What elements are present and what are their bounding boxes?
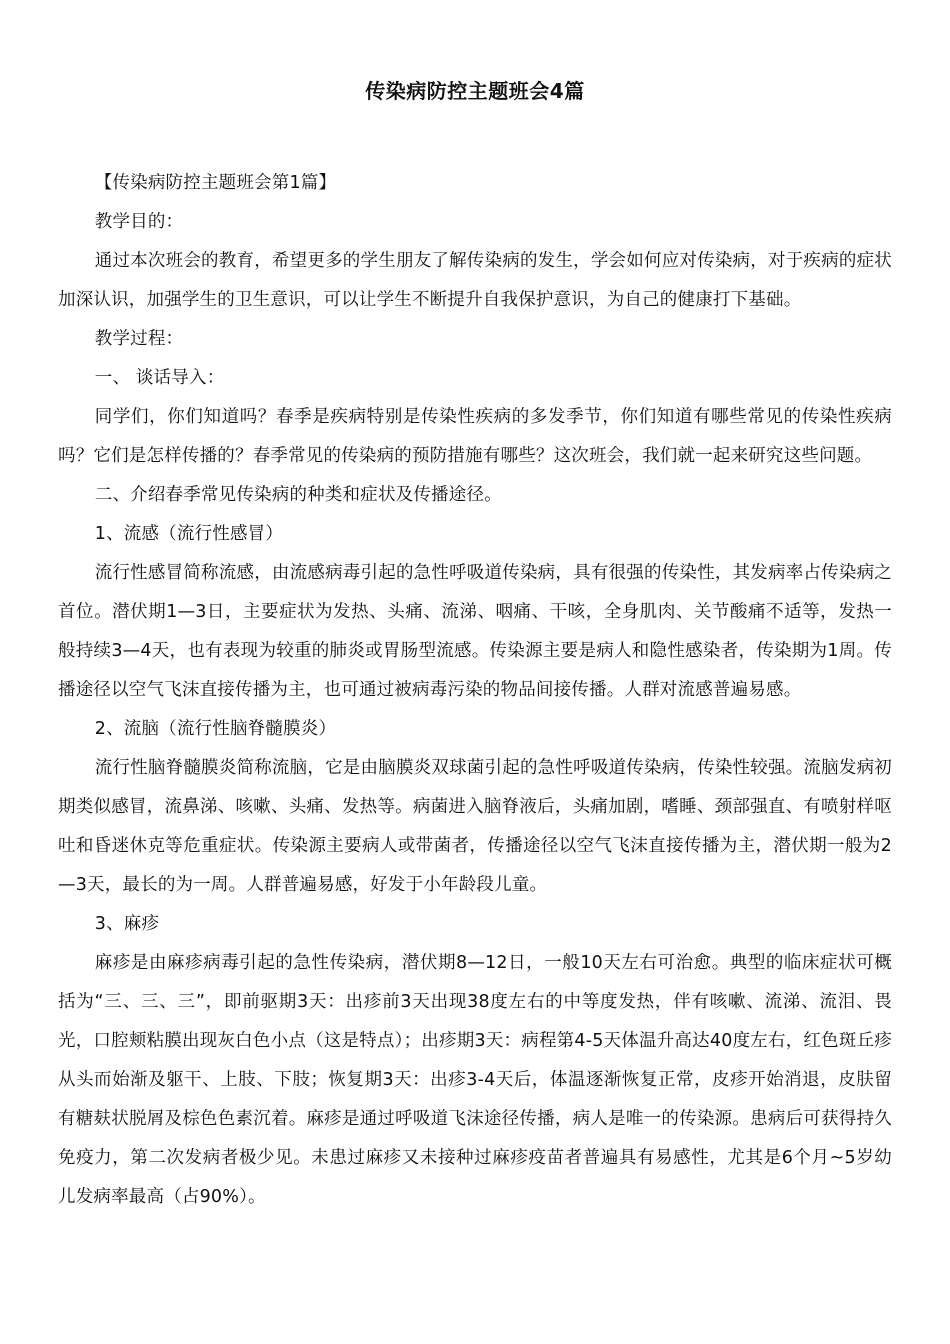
paragraph-measles: 麻疹是由麻疹病毒引起的急性传染病，潜伏期8—12日，一般10天左右可治愈。典型的临床症状可概括为“三、三、三”，即前驱期3天：出疹前3天出现38度左右的中等度发热，伴有咳嗽、流涕、流泪、畏光，口腔颊粘膜出现灰白色小点（这是特点）；出疹期3天：病程第4-5天体温升高达40度左右，红色斑丘疹从头而始渐及躯干、上肢、下肢；恢复期3天：出疹3-4天后，体温逐渐恢复正常，皮疹开始消退，皮肤留有糖麸状脱屑及棕色色素沉着。麻疹是通过呼吸道飞沫途径传播，病人是唯一的传染源。患病后可获得持久免疫力，第二次发病者极少见。未患过麻疹又未接种过麻疹疫苗者普遍具有易感性，尤其是6个月~5岁幼儿发病率最高（占90%）。 [58,953,892,1207]
paragraph-meningitis: 流行性脑脊髓膜炎简称流脑，它是由脑膜炎双球菌引起的急性呼吸道传染病，传染性较强。流脑发病初期类似感冒，流鼻涕、咳嗽、头痛、发热等。病菌进入脑脊液后，头痛加剧，嗜睡、颈部强直、有喷射样呕吐和昏迷休克等危重症状。传染源主要病人或带菌者，传播途径以空气飞沫直接传播为主，潜伏期一般为2—3天，最长的为一周。人群普遍易感，好发于小年龄段儿童。 [58,758,892,895]
document-title: 传染病防控主题班会4篇 [365,79,585,103]
paragraph-teaching-goal-label: 教学目的： [94,212,184,232]
paragraph-section-heading: 【传染病防控主题班会第1篇】 [94,173,337,193]
document-body [58,164,892,1217]
paragraph-section-two-heading: 二、介绍春季常见传染病的种类和症状及传播途径。 [94,485,502,505]
paragraph-teaching-process-label: 教学过程： [94,329,184,349]
paragraph-flu: 流行性感冒简称流感，由流感病毒引起的急性呼吸道传染病，具有很强的传染性，其发病率占传染病之首位。潜伏期1—3日，主要症状为发热、头痛、流涕、咽痛、干咳，全身肌肉、关节酸痛不适等，发热一般持续3—4天，也有表现为较重的肺炎或胃肠型流感。传染源主要是病人和隐性感染者，传染期为1周。传播途径以空气飞沫直接传播为主，也可通过被病毒污染的物品间接传播。人群对流感普遍易感。 [58,563,892,700]
paragraph-teaching-goal: 通过本次班会的教育，希望更多的学生朋友了解传染病的发生，学会如何应对传染病，对于疾病的症状加深认识，加强学生的卫生意识，可以让学生不断提升自我保护意识，为自己的健康打下基础。 [58,251,892,310]
paragraph-intro: 同学们，你们知道吗？春季是疾病特别是传染性疾病的多发季节，你们知道有哪些常见的传染性疾病吗？它们是怎样传播的？春季常见的传染病的预防措施有哪些？这次班会，我们就一起来研究这些问题。 [58,407,892,466]
paragraph-measles-heading: 3、麻疹 [94,914,160,934]
paragraph-flu-heading: 1、流感（流行性感冒） [94,524,284,544]
paragraph-meningitis-heading: 2、流脑（流行性脑脊髓膜炎） [94,719,337,739]
paragraph-intro-heading: 一、 谈话导入： [94,368,225,388]
